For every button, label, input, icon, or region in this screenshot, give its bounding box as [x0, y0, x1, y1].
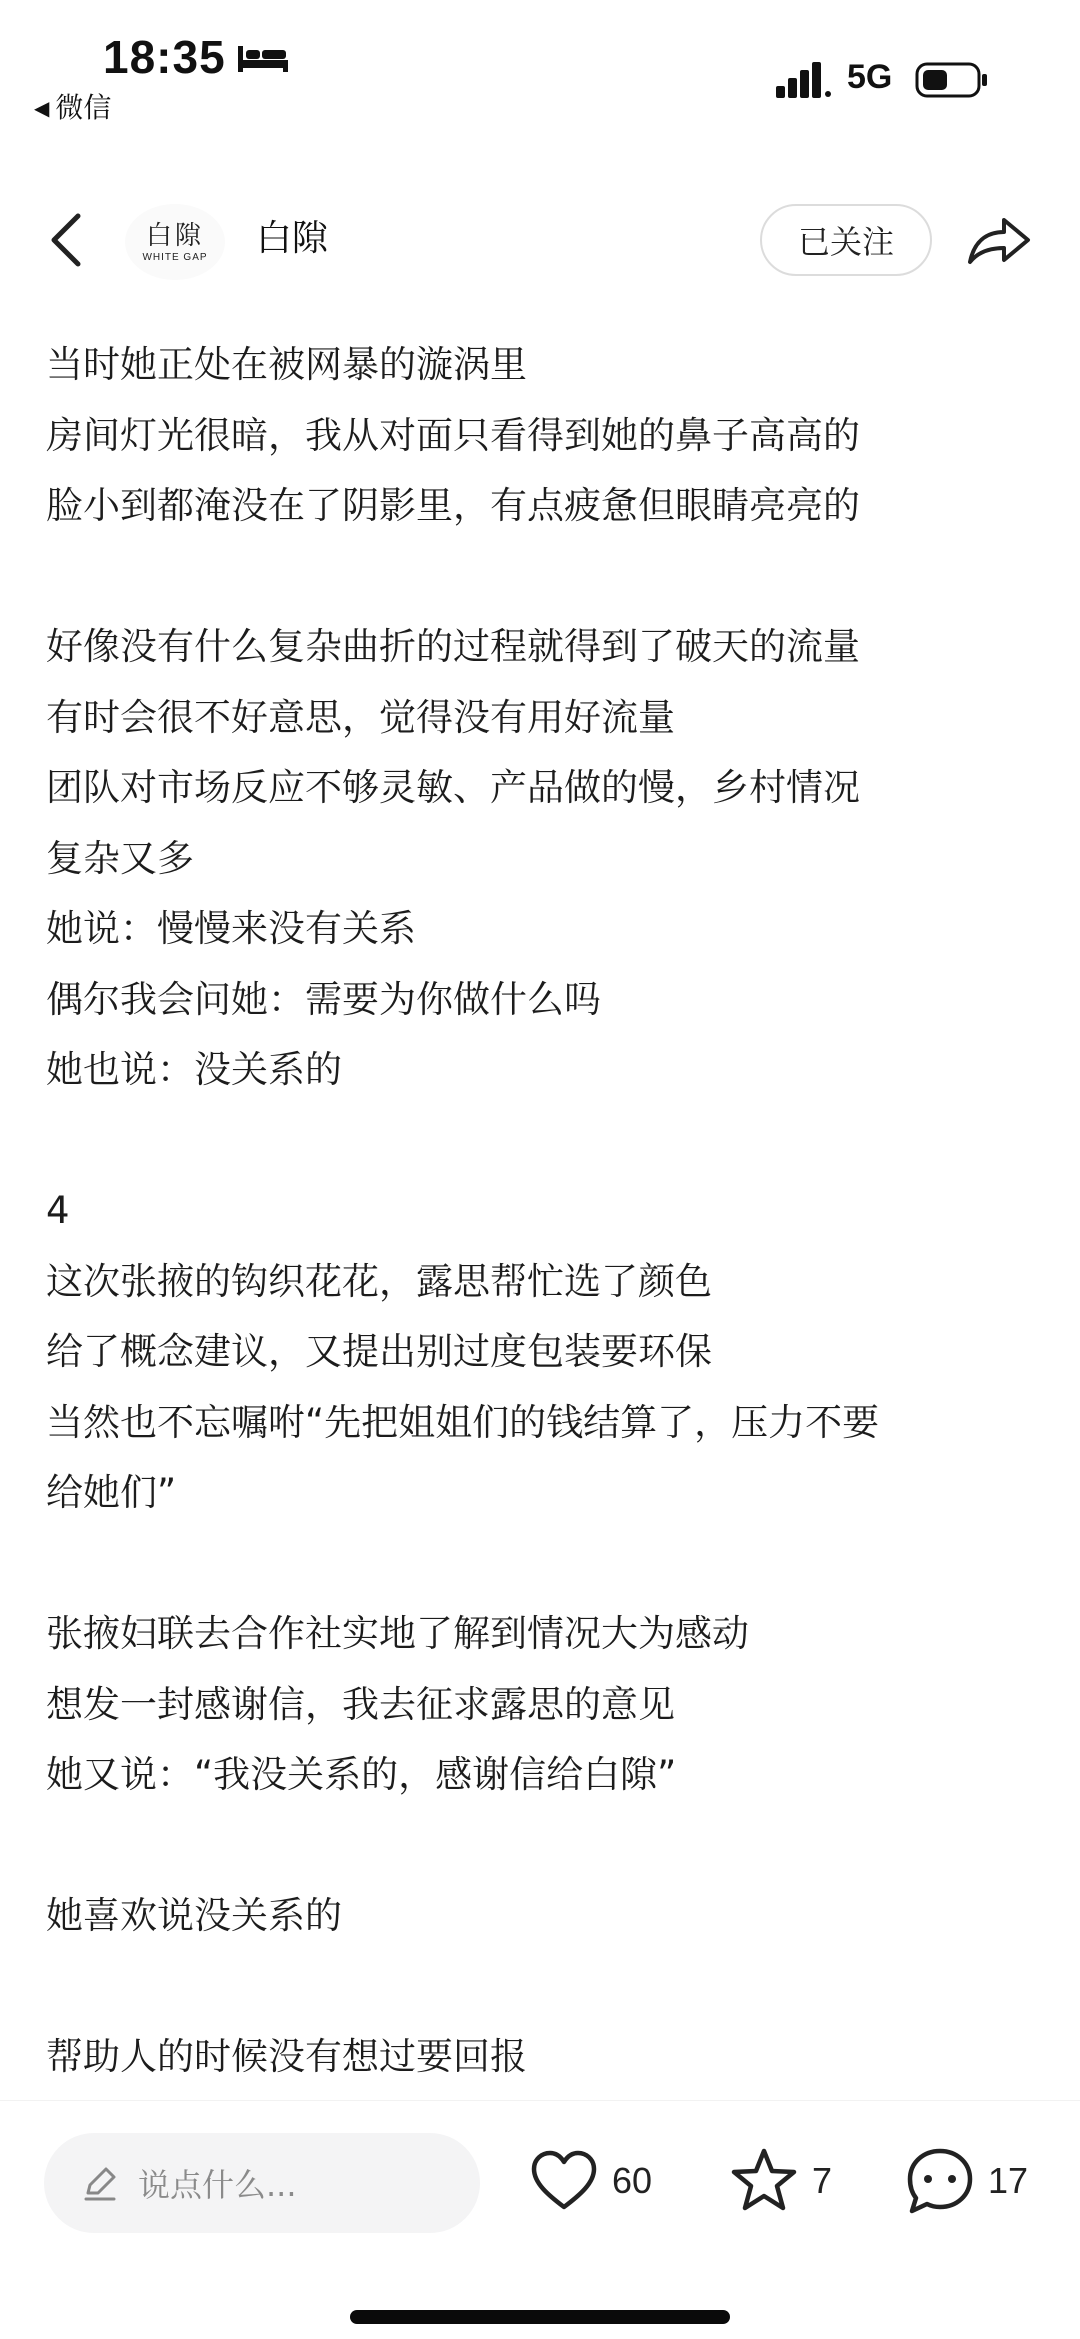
article-line: 好像没有什么复杂曲折的过程就得到了破天的流量 [46, 625, 860, 668]
bottom-action-bar [0, 2100, 1080, 2339]
article-line: 张掖妇联去合作社实地了解到情况大为感动 [46, 1612, 749, 1655]
comment-count: 17 [988, 2160, 1029, 2201]
chevron-left-icon[interactable] [46, 210, 86, 270]
heart-icon [528, 2145, 600, 2217]
favorite-button[interactable] [728, 2141, 832, 2221]
article-line: 4 [46, 1189, 70, 1232]
like-count: 60 [612, 2160, 653, 2201]
comment-input[interactable] [44, 2133, 480, 2233]
comment-button[interactable] [904, 2141, 1028, 2221]
paragraph-spacer [46, 1106, 1046, 1177]
article-line: 她又说：“我没关系的，感谢信给白隙” [46, 1753, 677, 1796]
status-bar [0, 0, 1080, 130]
article-line: 想发一封感谢信，我去征求露思的意见 [46, 1682, 675, 1726]
article-line: 这次张掖的钩织花花，露思帮忙选了颜色 [46, 1259, 712, 1303]
logo-text-en: WHITE GAP [142, 251, 208, 263]
pencil-icon [80, 2163, 120, 2203]
article-line: 当然也不忘嘱咐“先把姐姐们的钱结算了，压力不要 [46, 1400, 880, 1444]
bed-icon [238, 44, 288, 74]
account-avatar[interactable] [125, 204, 225, 280]
follow-button[interactable]: 已关注 [760, 204, 932, 276]
signal-icon [776, 60, 832, 100]
comment-placeholder: 说点什么... [138, 2166, 297, 2204]
article-line: 当时她正处在被网暴的漩涡里 [46, 343, 527, 386]
article-line: 房间灯光很暗，我从对面只看得到她的鼻子高高的 [46, 413, 860, 457]
article-line: 她喜欢说没关系的 [46, 1894, 342, 1937]
article-line: 她说：慢慢来没有关系 [46, 907, 416, 950]
paragraph-spacer [46, 1811, 1046, 1882]
paragraph-spacer [46, 542, 1046, 613]
home-indicator[interactable] [350, 2310, 730, 2324]
like-button[interactable] [528, 2141, 652, 2221]
back-triangle-icon: ◀ [34, 96, 50, 120]
article-line: 有时会很不好意思，觉得没有用好流量 [46, 695, 675, 739]
status-time: 18:35 [103, 31, 226, 83]
star-count: 7 [812, 2160, 833, 2201]
chat-bubble-icon [904, 2145, 976, 2217]
article-line: 给她们” [46, 1471, 177, 1514]
article-line: 给了概念建议，又提出别过度包装要环保 [46, 1330, 712, 1373]
article-line: 她也说：没关系的 [46, 1048, 342, 1091]
battery-icon [915, 60, 989, 100]
post-header [0, 190, 1080, 290]
back-app-label: 微信 [55, 91, 112, 124]
network-label: 5G [847, 58, 893, 96]
paragraph-spacer [46, 1529, 1046, 1600]
logo-text-cn: 白隙 [145, 220, 204, 251]
account-name[interactable]: 白隙 [256, 218, 329, 259]
star-icon [728, 2145, 800, 2217]
article-line: 复杂又多 [46, 836, 194, 880]
article-line: 偶尔我会问她：需要为你做什么吗 [46, 977, 601, 1021]
paragraph-spacer [46, 1952, 1046, 2023]
article-body [46, 330, 1046, 2105]
article-line: 脸小到都淹没在了阴影里，有点疲惫但眼睛亮亮的 [46, 484, 860, 527]
article-line: 团队对市场反应不够灵敏、产品做的慢，乡村情况 [46, 766, 860, 809]
back-to-wechat[interactable] [34, 86, 111, 126]
share-arrow-icon[interactable] [964, 210, 1034, 270]
article-line: 帮助人的时候没有想过要回报 [46, 2035, 527, 2078]
